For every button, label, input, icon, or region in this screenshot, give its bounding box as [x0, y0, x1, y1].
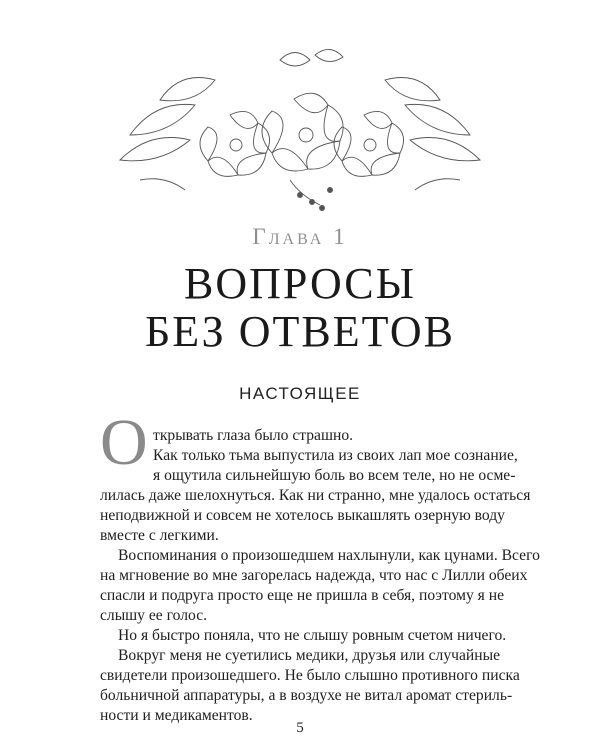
text-line: вместе с легкими.	[100, 527, 219, 544]
text-line: спасли и подруга просто еще не пришла в себя, поэтому я не	[100, 587, 505, 604]
text-line: Как только тьма выпустила из своих лап мое сознание,	[153, 447, 518, 464]
text-line: Вокруг меня не суетились медики, друзья или случайные	[118, 647, 500, 664]
text-line: я ощутила сильнейшую боль во всем теле, но не осме-	[153, 467, 516, 484]
floral-ornament	[100, 40, 500, 220]
text-line: Но я быстро поняла, что не слышу ровным счетом ничего.	[118, 627, 507, 644]
text-line: на мгновение во мне загорелась надежда, что нас с Лилли обеих	[100, 567, 528, 584]
chapter-label: Глава 1	[252, 224, 348, 249]
chapter-title-line2: БЕЗ ОТВЕТОВ	[144, 307, 456, 356]
section-heading: НАСТОЯЩЕЕ	[239, 384, 361, 403]
text-line: больничной аппаратуры, а в воздухе не витал аромат стериль-	[100, 687, 513, 704]
text-line: ности и медикаментов.	[100, 707, 253, 724]
chapter-title-line1: ВОПРОСЫ	[184, 259, 416, 308]
page-number: 5	[296, 720, 304, 736]
drop-cap-letter: О	[100, 406, 148, 479]
text-line: ткрывать глаза было страшно.	[153, 427, 354, 444]
text-line: лилась даже шелохнуться. Как ни странно, мне удалось остаться	[100, 487, 531, 504]
text-line: свидетели произошедшего. Не было слышно противного писка	[100, 667, 520, 684]
text-line: слышу ее голос.	[100, 607, 208, 624]
text-line: Воспоминания о произошедшем нахлынули, как цунами. Всего	[118, 547, 540, 564]
text-line: неподвижной и совсем не хотелось выкашлять озерную воду	[100, 507, 505, 524]
